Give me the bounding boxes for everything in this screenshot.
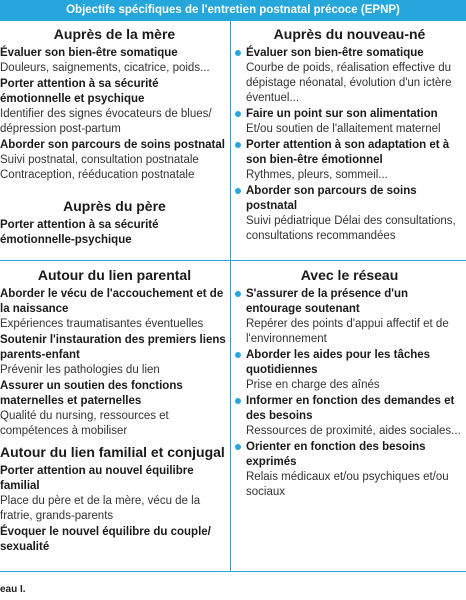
bullet-icon bbox=[235, 352, 241, 358]
item-title: Aborder son parcours de soins postnatal bbox=[246, 185, 417, 212]
column-divider bbox=[230, 21, 231, 572]
section-title-nouveau-ne: Auprès du nouveau-né bbox=[273, 26, 426, 42]
list-item bbox=[0, 464, 229, 524]
item-desc: Relais médicaux et/ou psychiques et/ou sociaux bbox=[246, 471, 449, 498]
item-title: Aborder les aides pour les tâches quotidiennes bbox=[246, 349, 431, 376]
item-title: Assurer un soutien des fonctions maternelles et paternelles bbox=[0, 380, 183, 407]
table-bottom-border bbox=[0, 571, 466, 572]
section-title-pere: Auprès du père bbox=[63, 198, 166, 214]
item-desc: Et/ou soutien de l'allaitement maternel bbox=[246, 123, 441, 135]
item-title: Porter attention à sa sécurité émotionnelle-psychique bbox=[0, 219, 159, 246]
bullet-icon bbox=[235, 188, 241, 194]
item-title: Évaluer son bien-être somatique bbox=[246, 47, 424, 59]
cell-liens bbox=[0, 262, 229, 571]
bullet-icon bbox=[235, 50, 241, 56]
item-desc: Prise en charge des aînés bbox=[246, 379, 380, 391]
list-item bbox=[0, 379, 229, 439]
objectives-table bbox=[0, 21, 466, 572]
bullet-icon bbox=[235, 398, 241, 404]
item-title: Orienter en fonction des besoins exprimés bbox=[246, 441, 426, 468]
item-title: Porter attention au nouvel équilibre familial bbox=[0, 465, 194, 492]
item-title: Faire un point sur son alimentation bbox=[246, 108, 438, 120]
item-desc: Qualité du nursing, ressources et compétences à mobiliser bbox=[0, 410, 169, 437]
item-title: Porter attention à son adaptation et à son bien-être émotionnel bbox=[246, 139, 450, 166]
row-divider bbox=[0, 260, 466, 261]
bullet-icon bbox=[235, 444, 241, 450]
list-item bbox=[233, 107, 466, 137]
item-desc: Suivi pédiatrique Délai des consultations, consultations recommandées bbox=[246, 215, 456, 242]
list-item bbox=[0, 46, 229, 76]
bullet-icon bbox=[235, 142, 241, 148]
item-desc: Place du père et de la mère, vécu de la fratrie, grands-parents bbox=[0, 495, 201, 522]
cell-mere-pere bbox=[0, 21, 229, 259]
item-title: Évoquer le nouvel équilibre du couple/ sexualité bbox=[0, 526, 211, 553]
list-item bbox=[233, 46, 466, 106]
list-item bbox=[0, 333, 229, 378]
list-item bbox=[0, 525, 229, 555]
cell-reseau bbox=[233, 262, 466, 571]
list-item bbox=[233, 394, 466, 439]
item-title: Aborder le vécu de l'accouchement et de la naissance bbox=[0, 288, 224, 315]
list-item bbox=[233, 440, 466, 500]
list-item bbox=[0, 77, 229, 137]
list-item bbox=[0, 287, 229, 332]
item-desc: Identifier des signes évocateurs de blues/ dépression post-partum bbox=[0, 108, 212, 135]
item-desc: Prévenir les pathologies du lien bbox=[0, 364, 160, 376]
section-title-reseau: Avec le réseau bbox=[300, 267, 399, 283]
section-title-lien-parental: Autour du lien parental bbox=[37, 267, 192, 283]
item-desc: Expériences traumatisantes éventuelles bbox=[0, 318, 204, 330]
item-title: Aborder son parcours de soins postnatal bbox=[0, 139, 225, 151]
item-title: S'assurer de la présence d'un entourage soutenant bbox=[246, 288, 409, 315]
list-item bbox=[0, 218, 229, 248]
cell-nouveau-ne bbox=[233, 21, 466, 259]
item-desc: Repérer des points d'appui affectif et de l'environnement bbox=[246, 318, 449, 345]
item-desc: Courbe de poids, réalisation effective du dépistage néonatal, évolution d'un ictère éventuel... bbox=[246, 62, 452, 104]
bullet-icon bbox=[235, 291, 241, 297]
list-item bbox=[233, 138, 466, 183]
list-item bbox=[233, 348, 466, 393]
section-title-mere: Auprès de la mère bbox=[53, 26, 176, 42]
item-title: Informer en fonction des demandes et des besoins bbox=[246, 395, 455, 422]
list-item bbox=[233, 184, 466, 244]
item-desc: Ressources de proximité, aides sociales... bbox=[246, 425, 461, 437]
item-title: Évaluer son bien-être somatique bbox=[0, 47, 178, 59]
table-caption: eau I. bbox=[0, 584, 26, 595]
item-desc: Douleurs, saignements, cicatrice, poids... bbox=[0, 62, 210, 74]
list-item bbox=[233, 287, 466, 347]
section-title-lien-familial: Autour du lien familial et conjugal bbox=[0, 444, 225, 460]
item-desc: Rythmes, pleurs, sommeil... bbox=[246, 169, 388, 181]
list-item bbox=[0, 138, 229, 183]
bullet-icon bbox=[235, 111, 241, 117]
item-title: Soutenir l'instauration des premiers liens parents-enfant bbox=[0, 334, 226, 361]
item-title: Porter attention à sa sécurité émotionnelle et psychique bbox=[0, 78, 159, 105]
item-desc: Suivi postnatal, consultation postnatale Contraception, rééducation postnatale bbox=[0, 154, 199, 181]
table-banner: Objectifs spécifiques de l'entretien postnatal précoce (EPNP) bbox=[0, 0, 466, 21]
